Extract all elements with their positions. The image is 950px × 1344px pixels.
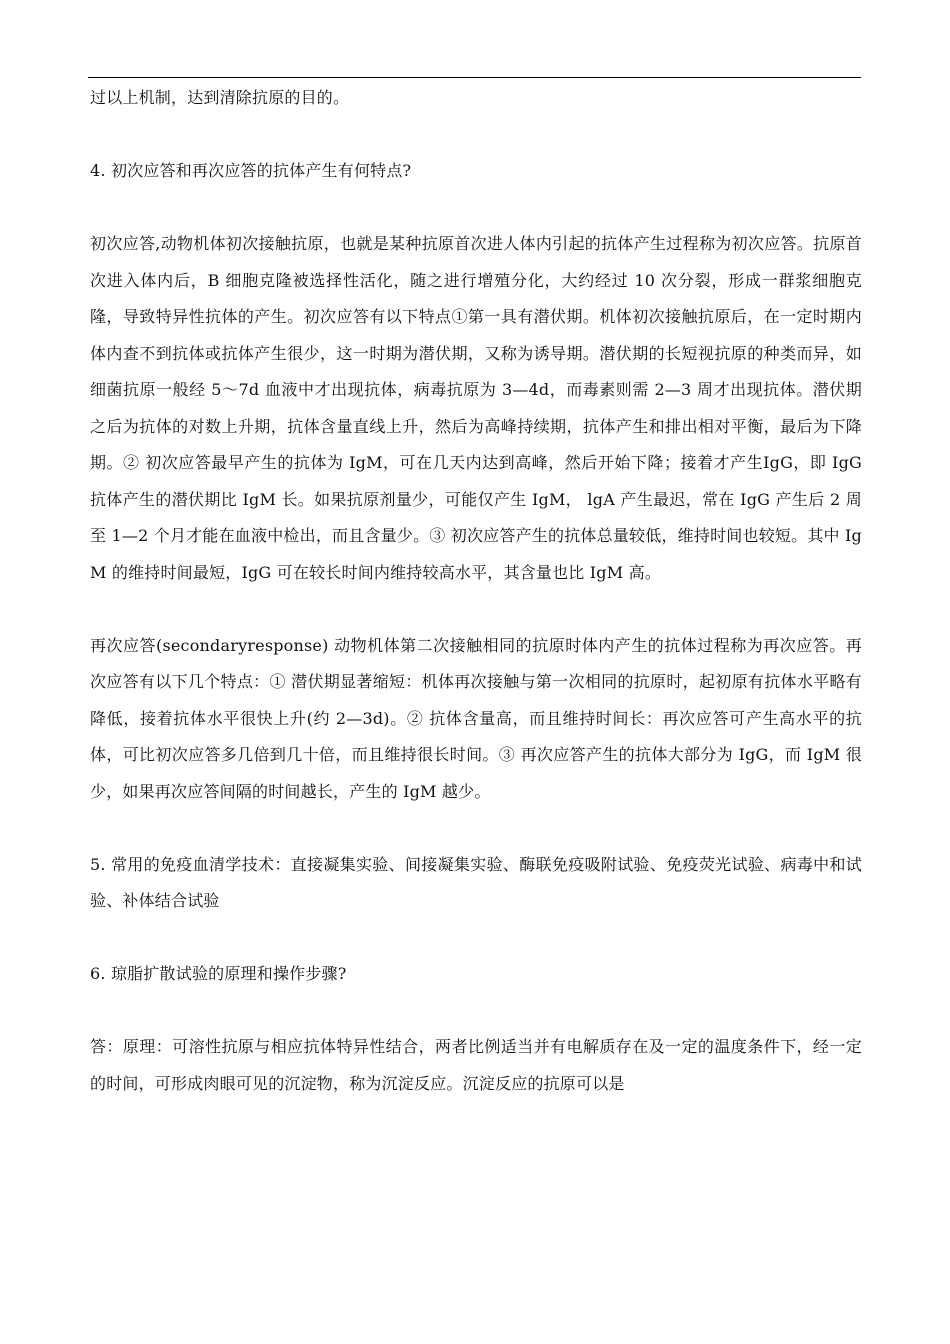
question-6: 6. 琼脂扩散试验的原理和操作步骤?: [90, 964, 347, 983]
paragraph-gap: [90, 190, 862, 227]
question-5: 5. 常用的免疫血清学技术：直接凝集实验、间接凝集实验、酶联免疫吸附试验、免疫荧光试验、病毒中和试验、补体结合试验: [90, 854, 862, 910]
paragraph-gap: [90, 920, 862, 957]
paragraph-secondary-response: 再次应答(secondaryresponse) 动物机体第二次接触相同的抗原时体内产生的抗体过程称为再次应答。再次应答有以下几个特点：① 潜伏期显著缩短：机体再次接触与第一次相同的抗原时，起初原有抗体水平略有降低，接着抗体水平很快上升(约 2—3d)。② 抗体含量高，而且维持时间长：再次应答可产生高水平的抗体，可比初次应答多几倍到几十倍，而且维持很长时间。③ 再次应答产生的抗体大部分为 IgG，而 IgM 很少，如果再次应答间隔的时间越长，产生的 IgM 越少。: [90, 635, 862, 801]
document-page: [90, 80, 862, 1102]
paragraph-gap: [90, 810, 862, 847]
paragraph-gap: [90, 993, 862, 1030]
paragraph-continuation: 过以上机制，达到清除抗原的目的。: [90, 88, 350, 107]
paragraph-gap: [90, 117, 862, 154]
answer-6: 答：原理：可溶性抗原与相应抗体特异性结合，两者比例适当并有电解质存在及一定的温度条件下，经一定的时间，可形成肉眼可见的沉淀物，称为沉淀反应。沉淀反应的抗原可以是: [90, 1037, 862, 1093]
question-4: 4. 初次应答和再次应答的抗体产生有何特点?: [90, 161, 412, 180]
paragraph-primary-response: 初次应答,动物机体初次接触抗原，也就是某种抗原首次进人体内引起的抗体产生过程称为初次应答。抗原首次进入体内后，B 细胞克隆被选择性活化，随之进行增殖分化，大约经过 10 次分裂，形成一群浆细胞克隆，导致特异性抗体的产生。初次应答有以下特点①第一具有潜伏期。机体初次接触抗原后，在一定时期内体内查不到抗体或抗体产生很少，这一时期为潜伏期，又称为诱导期。潜伏期的长短视抗原的种类而异，如细菌抗原一般经 5～7d 血液中才出现抗体，病毒抗原为 3—4d，而毒素则需 2—3 周才出现抗体。潜伏期之后为抗体的对数上升期，抗体含量直线上升，然后为高峰持续期，抗体产生和排出相对平衡，最后为下降期。② 初次应答最早产生的抗体为 IgM，可在几天内达到高峰，然后开始下降；接着才产生IgG，即 IgG 抗体产生的潜伏期比 IgM 长。如果抗原剂量少，可能仅产生 IgM， lgA 产生最迟，常在 IgG 产生后 2 周至 1—2 个月才能在血液中检出，而且含量少。③ 初次应答产生的抗体总量较低，维持时间也较短。其中 IgM 的维持时间最短，IgG 可在较长时间内维持较高水平，其含量也比 IgM 高。: [90, 234, 862, 582]
header-rule: [88, 77, 861, 78]
paragraph-gap: [90, 591, 862, 628]
